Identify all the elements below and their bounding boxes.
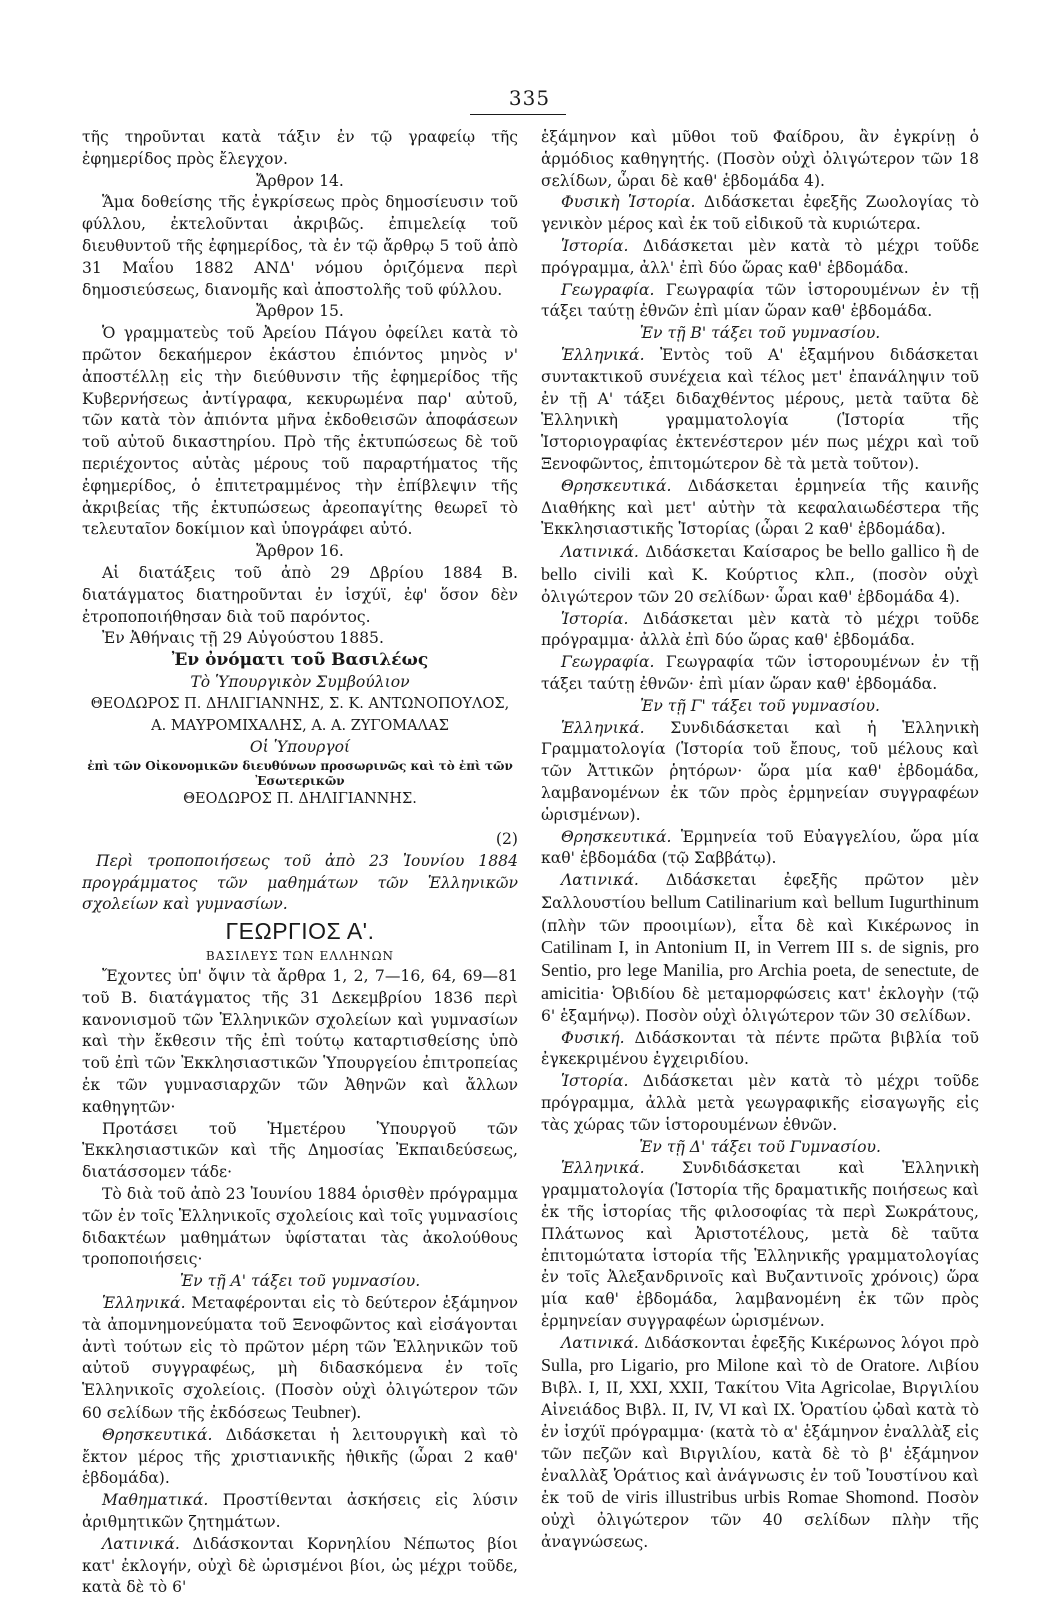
subject-religion bbox=[541, 827, 979, 871]
subject-text: Διδάσκεται ἐφεξῆς πρῶτον μὲν Σαλλουστίου bbox=[541, 871, 979, 912]
king-name: ΓΕΩΡΓΙΟΣ Α'. bbox=[225, 918, 375, 945]
subject-text: Διδάσκεται μὲν κατὰ τὸ μέχρι τοῦδε πρόγραμμα· ἀλλὰ ἐπὶ δύο ὥρας καθ' ἑβδομάδα. bbox=[541, 609, 979, 650]
ministry-line: ἐπὶ τῶν Οἰκονομικῶν διευθύνων προσωρινῶς καὶ τὸ ἐπὶ τῶν Ἐσωτερικῶν bbox=[87, 759, 513, 789]
article-16-heading: Ἄρθρον 16. bbox=[256, 542, 344, 561]
subject-history bbox=[541, 236, 979, 280]
subject-text: Συνδιδάσκεται καὶ Ἑλληνικὴ γραμματολογία (Ἱστορία τῆς δραματικῆς ποιήσεως καὶ ἐκ τῆς ἱστορίας τῆς φιλοσοφίας τὰ περὶ Σωκράτους, Πλάτωνος καὶ Ἀριστοτέλους, μετὰ δὲ ταῦτα ἐπιτομώτατα ἱστορία τῆς Ἑλληνικῆς γραμματολογίας ἐν τοῖς Ἀλεξανδρινοῖς καὶ Βυζαντινοῖς χρόνοις) ὥρα μία καθ' ἑβδομάδα, λαμβανομένη ἐκ τῶν πρὸς ἑρμηνείαν συγγραφέων ὡρισμένων. bbox=[541, 1159, 979, 1331]
subject-greek bbox=[541, 718, 979, 827]
subject-label: Ἱστορία. bbox=[561, 236, 629, 255]
subject-text: Μεταφέρονται εἰς τὸ δεύτερον ἑξάμηνον τὰ ἀπομνημονεύματα τοῦ Ξενοφῶντος καὶ εἰσάγονται ἀντὶ τούτων εἰς τὸ πρῶτον μέρη τῶν Ἑλληνικῶν τοῦ αὐτοῦ συγγραφέως, μὴ διδασκόμενα ἐν τοῖς Ἑλληνικοῖς σχολείοις. (Ποσὸν οὐχὶ ὀλιγώτερον τῶν 60 σελίδων τῆς ἐκδόσεως bbox=[82, 1294, 518, 1423]
latin-text: de viris illustribus urbis Romae Shomond. bbox=[601, 1487, 919, 1508]
subject-text: Ὀβιδίου δὲ μεταμορφώσεις κατ' ἐκλογὴν (τῷ 6' ἑξαμήνῳ). Ποσὸν οὐχὶ ὀλιγώτερον τῶν 30 σελίδων. bbox=[541, 985, 979, 1025]
subject-label: Λατινικά. bbox=[102, 1534, 180, 1553]
subject-label: Γεωγραφία. bbox=[561, 653, 655, 672]
subject-text: Λιβίου bbox=[927, 1356, 979, 1375]
subject-greek bbox=[82, 1293, 518, 1425]
subject-history bbox=[541, 609, 979, 653]
subject-text: Γεωγραφία τῶν ἱστορουμένων ἐν τῇ τάξει ταύτῃ ἐθνῶν· ἐπὶ μίαν ὥραν καθ' ἑβδομάδα. bbox=[541, 653, 979, 693]
class-c-heading: Ἐν τῇ Γ' τάξει τοῦ γυμνασίου. bbox=[640, 696, 880, 715]
latin-text: Teubner). bbox=[291, 1402, 361, 1423]
latin-text: de bello civili bbox=[541, 541, 979, 584]
king-title: ΒΑΣΙΛΕΥΣ ΤΩΝ ΕΛΛΗΝΩΝ bbox=[205, 949, 395, 964]
subject-text: Διδάσκεται Καίσαρος bbox=[645, 543, 820, 562]
royal-heading: Ἐν ὀνόματι τοῦ Βασιλέως bbox=[171, 650, 429, 671]
final-signatory: ΘΕΟΔΩΡΟΣ Π. ΔΗΛΙΓΙΑΝΝΗΣ. bbox=[183, 791, 417, 808]
subject-text: Διδάσκονται ἐφεξῆς Κικέρωνος λόγοι πρὸ bbox=[644, 1333, 979, 1352]
signatories-line-1: ΘΕΟΔΩΡΟΣ Π. ΔΗΛΙΓΙΑΝΝΗΣ, Σ. Κ. ΑΝΤΩΝΟΠΟΥΛΟΣ, bbox=[90, 695, 510, 712]
latin-text: bellum Catilinarium bbox=[650, 891, 797, 912]
subject-label: Ἑλληνικά. bbox=[561, 718, 645, 737]
class-a-heading: Ἐν τῇ Α' τάξει τοῦ γυμνασίου. bbox=[179, 1272, 421, 1291]
subject-text: Προστίθενται ἀσκήσεις εἰς λύσιν ἀριθμητικῶν ζητημάτων. bbox=[82, 1491, 518, 1532]
article-15-heading: Ἄρθρον 15. bbox=[256, 302, 344, 321]
subject-label: Γεωγραφία. bbox=[561, 280, 655, 299]
subject-natural-history bbox=[541, 192, 979, 236]
right-column bbox=[541, 127, 979, 1554]
article-16-text: Αἱ διατάξεις τοῦ ἀπὸ 29 Δβρίου 1884 Β. διατάγματος διατηροῦνται ἐν ἰσχύϊ, ἐφ' ὅσον δὲν ἐτροποποιήθησαν διὰ τοῦ παρόντος. bbox=[82, 563, 518, 626]
ministers-heading: Οἱ Ὑπουργοί bbox=[249, 738, 351, 757]
latin-text: bellum Iugurthinum bbox=[834, 891, 979, 912]
subject-label: Φυσική. bbox=[561, 1028, 625, 1047]
class-b-heading: Ἐν τῇ Β' τάξει τοῦ γυμνασίου. bbox=[639, 324, 881, 343]
subject-latin bbox=[541, 541, 979, 608]
subject-text: ἢ bbox=[946, 543, 956, 562]
article-14-text: Ἅμα δοθείσης τῆς ἐγκρίσεως πρὸς δημοσίευσιν τοῦ φύλλου, ἐκτελοῦνται ἀκριβῶς. ἐπιμελείᾳ τοῦ διευθυντοῦ τῆς ἐφημερίδος, τὰ ἐν τῷ ἄρθρῳ 5 τοῦ ἀπὸ 31 Μαΐου 1882 ΑΝΔ' νόμου ὁριζόμενα περὶ δημοσιεύσεως, διανομῆς καὶ ἀποστολῆς τοῦ φύλλου. bbox=[82, 193, 518, 299]
latin-text: in Catilinam I, in Antonium II, in Verrem III s. de signis, pro Sentio, pro lege Manilia, pro Archia poeta, de senectute, de amicitia· bbox=[541, 914, 979, 1004]
subject-greek bbox=[541, 1158, 979, 1332]
subject-label: Ἑλληνικά. bbox=[561, 345, 645, 364]
subject-greek bbox=[541, 345, 979, 476]
left-column bbox=[82, 127, 518, 1599]
subject-text: Διδάσκεται μὲν κατὰ τὸ μέχρι τοῦδε πρόγραμμα, ἀλλὰ μετὰ γεωγραφικῆς εἰσαγωγῆς εἰς τὰς χώρας τῶν ἱστορουμένων ἐθνῶν. bbox=[541, 1072, 979, 1134]
subject-label: Μαθηματικά. bbox=[102, 1491, 209, 1510]
subject-text: Διδάσκονται τὰ πέντε πρῶτα βιβλία τοῦ ἐγκεκριμένου ἐγχειριδίου. bbox=[541, 1028, 979, 1069]
subject-text: Συνδιδάσκεται καὶ ἡ Ἑλληνικὴ Γραμματολογία (Ἱστορία τοῦ ἔπους, τοῦ μέλους καὶ τῶν Ἀττικῶν ῥητόρων· ὥρα μία καθ' ἑβδομάδα, λαμβανομένων ἐκ τῶν πρὸς ἑρμηνείαν συγγραφέων ὡρισμένων). bbox=[541, 718, 979, 824]
subject-label: Λατινικά. bbox=[561, 1333, 639, 1352]
page-number: 335 bbox=[508, 86, 551, 110]
subject-label: Ἱστορία. bbox=[561, 609, 629, 628]
subject-text: Διδάσκονται Κορνηλίου Νέπωτος βίοι κατ' ἐκλογήν, οὐχὶ δὲ ὡρισμένοι βίοι, ὡς μέχρι τοῦδε, κατὰ δὲ τὸ 6' bbox=[82, 1534, 518, 1597]
subject-text: Διδάσκεται ἐφεξῆς Ζωολογίας τὸ γενικὸν μέρος καὶ ἐκ τοῦ εἰδικοῦ τὰ κυριώτερα. bbox=[541, 193, 979, 234]
latin-text: Vita Agricolae, bbox=[785, 1377, 896, 1398]
header-rule bbox=[470, 114, 566, 115]
subject-label: Λατινικά. bbox=[561, 871, 639, 890]
subject-label: Ἑλληνικά. bbox=[561, 1159, 645, 1178]
subject-math bbox=[82, 1490, 518, 1534]
paragraph: τῆς τηροῦνται κατὰ τάξιν ἐν τῷ γραφείῳ τῆς ἐφημερίδος πρὸς ἔλεγχον. bbox=[82, 128, 518, 168]
article-15-text: Ὁ γραμματεὺς τοῦ Ἀρείου Πάγου ὀφείλει κατὰ τὸ πρῶτον δεκαήμερον ἑκάστου ἐπιόντος μηνὸς ν' ἀποστέλλῃ εἰς τὴν διεύθυνσιν τῆς ἐφημερίδος τῆς Κυβερνήσεως ἀντίγραφα, κεκυρωμένα παρ' αὐτοῦ, τῶν κατὰ τὸν ἀπιόντα μῆνα ἐκδοθεισῶν ἀποφάσεων τοῦ αὐτοῦ δικαστηρίου. Πρὸ τῆς ἐκτυπώσεως δὲ τοῦ περιέχοντος αὐτὰς μέρους τοῦ παραρτήματος τῆς ἐφημερίδος, ὁ ἐπιτετραμμένος τὴν ἐπίβλεψιν τῆς ἀκριβείας τῆς ἐκτυπώσεως ἀρεοπαγίτης θεωρεῖ τὸ τελευταῖον δοκίμιον καὶ ὑπογράφει αὐτό. bbox=[82, 324, 518, 539]
council-heading: Τὸ Ὑπουργικὸν Συμβούλιον bbox=[190, 672, 410, 691]
subject-label: Θρησκευτικά. bbox=[561, 476, 672, 495]
subject-label: Φυσικὴ Ἱστορία. bbox=[561, 193, 696, 212]
subject-label: Λατινικά. bbox=[561, 543, 639, 562]
latin-text: de Oratore. bbox=[836, 1354, 920, 1375]
subject-religion bbox=[541, 476, 979, 541]
subject-latin bbox=[82, 1534, 518, 1599]
subject-label: Ἑλληνικά. bbox=[102, 1294, 186, 1313]
subject-label: Θρησκευτικά. bbox=[102, 1425, 213, 1444]
subject-text: (πλὴν τῶν προοιμίων), εἶτα δὲ καὶ Κικέρωνος bbox=[541, 916, 952, 935]
subject-label: Ἱστορία. bbox=[561, 1072, 629, 1091]
document-number: (2) bbox=[495, 829, 518, 848]
latin-text: Sulla, pro Ligario, pro Milone bbox=[541, 1354, 769, 1375]
subject-text: καὶ Κ. Κούρτιος κλπ., (ποσὸν οὐχὶ ὀλιγώτερον τῶν 20 σελίδων· ὧραι καθ' ἑβδομάδα 4). bbox=[541, 565, 979, 606]
subject-history bbox=[541, 1071, 979, 1136]
paragraph: Προτάσει τοῦ Ἡμετέρου Ὑπουργοῦ τῶν Ἐκκλησιαστικῶν καὶ τῆς Δημοσίας Ἐκπαιδεύσεως, διατάσσομεν τάδε· bbox=[82, 1119, 518, 1182]
subject-text: Ἑρμηνεία τοῦ Εὐαγγελίου, ὥρα μία καθ' ἑβδομάδα (τῷ Σαββάτῳ). bbox=[541, 827, 979, 868]
subject-text: καὶ bbox=[802, 893, 829, 912]
subject-physics bbox=[541, 1028, 979, 1072]
subject-text: Διδάσκεται ἑρμηνεία τῆς καινῆς Διαθήκης καὶ μετ' αὐτὴν τὰ κεφαλαιωδέστερα τῆς Ἐκκλησιαστικῆς Ἱστορίας (ὧραι 2 καθ' ἑβδομάδα). bbox=[541, 476, 979, 539]
subject-religion bbox=[82, 1425, 518, 1490]
subject-text: Βιργιλίου Αἰνειάδος Βιβλ. II, IV, VI καὶ IX. Ὁρατίου ᾠδαὶ κατὰ τὸ ἐν ἰσχύϊ πρόγραμμα· (κατὰ τὸ α' ἑξάμηνον ἐναλλὰξ εἰς τῶν πεζῶν καὶ Βιργιλίου, κατὰ δὲ τὸ β' ἑξάμηνον ἐναλλὰξ Ὁράτιος καὶ ἀνάγνωσις ἐν τοῦ Ἰουστίνου καὶ ἐκ τοῦ bbox=[541, 1379, 979, 1508]
subject-text: καὶ τὸ bbox=[776, 1356, 829, 1375]
document-title: Περὶ τροποποιήσεως τοῦ ἀπὸ 23 Ἰουνίου 1884 προγράμματος τῶν μαθημάτων τῶν Ἑλληνικῶν σχολείων καὶ γυμνασίων. bbox=[82, 851, 518, 914]
subject-latin bbox=[541, 870, 979, 1028]
subject-label: Θρησκευτικά. bbox=[561, 827, 672, 846]
subject-text: Ποσὸν οὐχὶ ὀλιγώτερον τῶν 40 σελίδων πλὴν τῆς ἀναγνώσεως. bbox=[541, 1489, 980, 1551]
subject-text: Διδάσκεται ἡ λειτουργικὴ καὶ τὸ ἔκτον μέρος τῆς χριστιανικῆς ἠθικῆς (ὧραι 2 καθ' ἑβδομάδα). bbox=[82, 1425, 518, 1488]
latin-text: be bello gallico bbox=[825, 541, 940, 562]
subject-text: Βιβλ. I, II, XXI, XXII, bbox=[541, 1379, 709, 1398]
subject-latin bbox=[541, 1333, 979, 1554]
subject-text: Τακίτου bbox=[714, 1379, 780, 1398]
paragraph: ἑξάμηνον καὶ μῦθοι τοῦ Φαίδρου, ἂν ἐγκρίνῃ ὁ ἁρμόδιος καθηγητής. (Ποσὸν οὐχὶ ὀλιγώτερον τῶν 18 σελίδων, ὧραι δὲ καθ' ἑβδομάδα 4). bbox=[541, 128, 979, 190]
signatories-line-2: Α. ΜΑΥΡΟΜΙΧΑΛΗΣ, Α. Α. ΖΥΓΟΜΑΛΑΣ bbox=[151, 717, 449, 734]
subject-geography bbox=[541, 652, 979, 696]
date-line: Ἐν Ἀθήναις τῇ 29 Αὐγούστου 1885. bbox=[102, 629, 384, 648]
class-d-heading: Ἐν τῇ Δ' τάξει τοῦ Γυμνασίου. bbox=[639, 1137, 881, 1156]
subject-text: Ἐντὸς τοῦ Α' ἑξαμήνου διδάσκεται συντακτικοῦ συνέχεια καὶ τέλος μετ' ἐπανάληψιν τοῦ ἐν τῇ Α' τάξει διδαχθέντος μέρους, μετὰ ταῦτα δὲ Ἑλληνικὴ γραμματολογία (Ἱστορία τῆς Ἱστοριογραφίας ἐκτενέστερον μέν πως μέχρι καὶ τοῦ Ξενοφῶντος, ἐπιτομώτερον δὲ τὰ μετὰ τοῦτον). bbox=[541, 345, 979, 473]
subject-geography bbox=[541, 280, 979, 324]
paragraph: Ἔχοντες ὑπ' ὄψιν τὰ ἄρθρα 1, 2, 7—16, 64, 69—81 τοῦ Β. διατάγματος τῆς 31 Δεκεμβρίου 1836 περὶ κανονισμοῦ τῶν Ἑλληνικῶν σχολείων καὶ γυμνασίων καὶ τὴν ἔκθεσιν τῆς ἐπὶ τούτῳ καταρτισθείσης ὑπὸ τοῦ ἐπὶ τῶν Ἐκκλησιαστικῶν Ὑπουργείου ἐπιτροπείας ἐκ τῶν γυμνασιαρχῶν τῶν Ἀθηνῶν καὶ ἄλλων καθηγητῶν· bbox=[82, 967, 518, 1116]
article-14-heading: Ἄρθρον 14. bbox=[256, 171, 344, 190]
subject-text: Διδάσκεται μὲν κατὰ τὸ μέχρι τοῦδε πρόγραμμα, ἀλλ' ἐπὶ δύο ὥρας καθ' ἑβδομάδα. bbox=[541, 236, 979, 277]
paragraph: Τὸ διὰ τοῦ ἀπὸ 23 Ἰουνίου 1884 ὁρισθὲν πρόγραμμα τῶν ἐν τοῖς Ἑλληνικοῖς σχολείοις καὶ τοῖς γυμνασίοις διδακτέων μαθημάτων ὑφίσταται τὰς ἀκολούθους τροποποιήσεις· bbox=[82, 1185, 518, 1269]
subject-text: Γεωγραφία τῶν ἱστορουμένων ἐν τῇ τάξει ταύτῃ ἐθνῶν ἐπὶ μίαν ὥραν καθ' ἑβδομάδα. bbox=[541, 280, 979, 321]
